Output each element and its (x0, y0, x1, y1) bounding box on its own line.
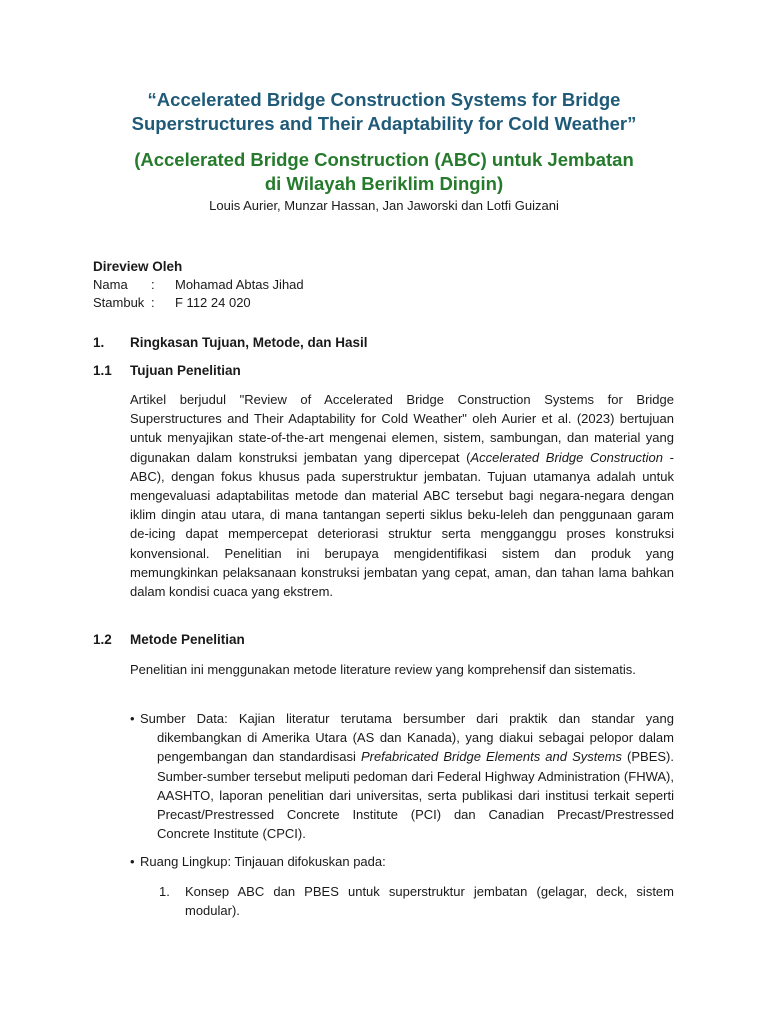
section-heading-1-2 (93, 631, 245, 649)
list-number: 1. (159, 884, 170, 899)
title-en-line-1: “Accelerated Bridge Construction Systems for Bridge (147, 89, 621, 110)
bullet-icon: • (130, 854, 135, 869)
reviewer-heading: Direview Oleh (93, 259, 183, 274)
reviewer-stambuk-row (93, 294, 493, 312)
section-number: 1.2 (93, 632, 112, 647)
section-heading-1-1 (93, 362, 241, 380)
bullet-text-1: Sumber Data: Kajian literatur terutama bersumber dari praktik dan standar yang dikembangkan di Amerika Utara (AS dan Kanada), yang diakui sebagai pelopor dalam pengembangan dan standardisasi (140, 711, 674, 765)
reviewer-stambuk-label: Stambuk (93, 295, 145, 310)
list-item-ruang-lingkup (130, 852, 674, 871)
metode-intro-paragraph: Penelitian ini menggunakan metode literature review yang komprehensif dan sistematis. (130, 662, 636, 677)
document-title-english (100, 88, 668, 136)
bullet-icon: • (130, 711, 135, 726)
document-title-indonesian (100, 148, 668, 196)
section-title: Tujuan Penelitian (130, 363, 241, 378)
authors: Louis Aurier, Munzar Hassan, Jan Jaworski dan Lotfi Guizani (209, 198, 559, 213)
reviewer-stambuk-value: F 112 24 020 (175, 295, 251, 310)
scope-item-text: Konsep ABC dan PBES untuk superstruktur jembatan (gelagar, deck, sistem modular). (185, 884, 674, 919)
reviewer-block (93, 258, 493, 312)
title-id-line-1: (Accelerated Bridge Construction (ABC) untuk Jembatan (134, 149, 634, 170)
tujuan-italic-term: Accelerated Bridge Construction (470, 449, 664, 465)
title-id-line-2: di Wilayah Beriklim Dingin) (264, 173, 504, 194)
section-number: 1.1 (93, 363, 112, 378)
list-item-sumber-data (130, 709, 674, 843)
bullet-text-2: (PBES). Sumber-sumber tersebut meliputi pedoman dari Federal Highway Administration (FHWA), AASHTO, laporan penelitian dari universitas, serta publikasi dari institusi terkait seperti Precast/Prestressed Concrete Institute (PCI) dan Canadian Precast/Prestressed Concrete Institute (CPCI). (157, 749, 674, 842)
separator: : (151, 277, 155, 292)
reviewer-name-label: Nama (93, 277, 128, 292)
section-title: Ringkasan Tujuan, Metode, dan Hasil (130, 335, 368, 350)
scope-list-item-1 (159, 882, 674, 920)
bullet-italic-term: Prefabricated Bridge Elements and Systems (360, 749, 622, 765)
section-heading-1 (93, 334, 368, 352)
section-number: 1. (93, 335, 105, 350)
tujuan-text-1: Artikel berjudul "Review of Accelerated Bridge Construction Systems for Bridge Superstructures and Their Adaptability for Cold Weather" oleh Aurier et al. (2023) bertujuan untuk menyajikan state-of-the-art mengenai elemen, sistem, sambungan, dan material yang digunakan dalam konstruksi jembatan yang dipercepat ( (130, 392, 674, 465)
reviewer-name-row (93, 276, 493, 294)
separator: : (151, 295, 155, 310)
title-block (100, 88, 668, 214)
section-title: Metode Penelitian (130, 632, 245, 647)
tujuan-text-2: - ABC), dengan fokus khusus pada superstruktur jembatan. Tujuan utamanya adalah untuk mengevaluasi adaptabilitas metode dan material ABC tersebut bagi negara-negara dengan iklim dingin atau utara, di mana tantangan seperti siklus beku-leleh dan penggunaan garam de-icing dapat mempercepat deteriorasi struktur serta mengganggu proses konstruksi konvensional. Penelitian ini berupaya mengidentifikasi sistem dan produk yang memungkinkan pelaksanaan konstruksi jembatan yang cepat, aman, dan tahan lama bahkan dalam kondisi cuaca yang ekstrem. (130, 449, 674, 600)
reviewer-name-value: Mohamad Abtas Jihad (175, 277, 304, 292)
title-en-line-2: Superstructures and Their Adaptability for Cold Weather” (131, 113, 637, 134)
bullet-text: Ruang Lingkup: Tinjauan difokuskan pada: (140, 854, 386, 869)
tujuan-paragraph (130, 390, 674, 601)
